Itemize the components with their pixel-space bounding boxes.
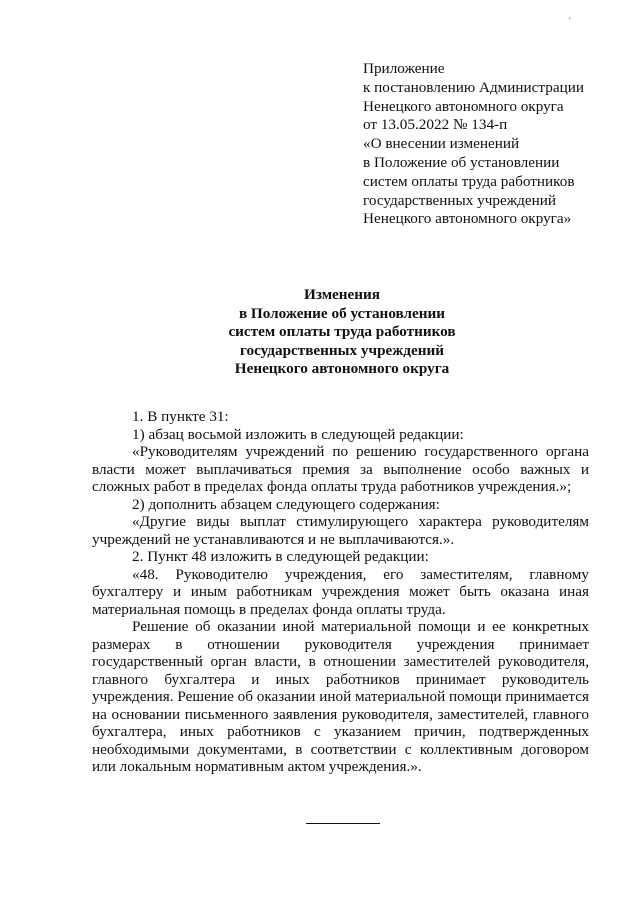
annex-line: от 13.05.2022 № 134-п xyxy=(363,116,508,134)
annex-line: Ненецкого автономного округа xyxy=(363,97,564,115)
body-paragraph: 2) дополнить абзацем следующего содержания: xyxy=(132,495,440,513)
body-paragraph: «Другие виды выплат стимулирующего характера руководителям учреждений не устанавливаются и не выплачиваются.». xyxy=(92,513,589,548)
document-title xyxy=(92,286,592,379)
body-paragraph: 1. В пункте 31: xyxy=(132,408,229,425)
annex-line: систем оплаты труда работников xyxy=(363,172,575,190)
title-line: государственных учреждений xyxy=(240,341,444,359)
title-line: систем оплаты труда работников xyxy=(228,323,456,341)
annex-line: Ненецкого автономного округа» xyxy=(363,210,572,228)
annex-line: «О внесении изменений xyxy=(363,135,520,153)
annex-header xyxy=(363,60,633,229)
body-paragraph: Решение об оказании иной материальной помощи и ее конкретных размерах в отношении руководителя учреждения принимает государственный орган власти, в отношении заместителей руководителя, главного бухгалтера и иных работников принимает руководитель учреждения. Решение об оказании иной материальной помощи принимается на основании письменного заявления руководителя, заместителей, главного бухгалтера, иных работников с указанием причин, подтвержденных необходимыми документами, в соответствии с коллективным договором или локальным нормативным актом учреждения.». xyxy=(92,618,589,775)
document-body xyxy=(92,408,589,776)
closing-rule xyxy=(306,823,380,824)
body-paragraph: «Руководителям учреждений по решению государственного органа власти может выплачиваться премия за выполнение особо важных и сложных работ в пределах фонда оплаты труда работников учреждения.»; xyxy=(92,443,589,495)
title-line: Изменения xyxy=(304,286,380,303)
title-line: Ненецкого автономного округа xyxy=(234,360,450,378)
corner-mark: ' xyxy=(569,16,571,26)
body-paragraph: 2. Пункт 48 изложить в следующей редакции: xyxy=(132,548,429,565)
annex-line: Приложение xyxy=(363,60,445,77)
title-line: в Положение об установлении xyxy=(238,304,446,322)
annex-line: государственных учреждений xyxy=(363,191,557,209)
annex-line: в Положение об установлении xyxy=(363,153,560,171)
body-paragraph: «48. Руководителю учреждения, его заместителям, главному бухгалтеру и иным работникам учреждения может быть оказана иная материальная помощь в пределах фонда оплаты труда. xyxy=(92,565,589,618)
annex-line: к постановлению Администрации xyxy=(363,78,584,96)
body-paragraph: 1) абзац восьмой изложить в следующей редакции: xyxy=(132,425,464,443)
